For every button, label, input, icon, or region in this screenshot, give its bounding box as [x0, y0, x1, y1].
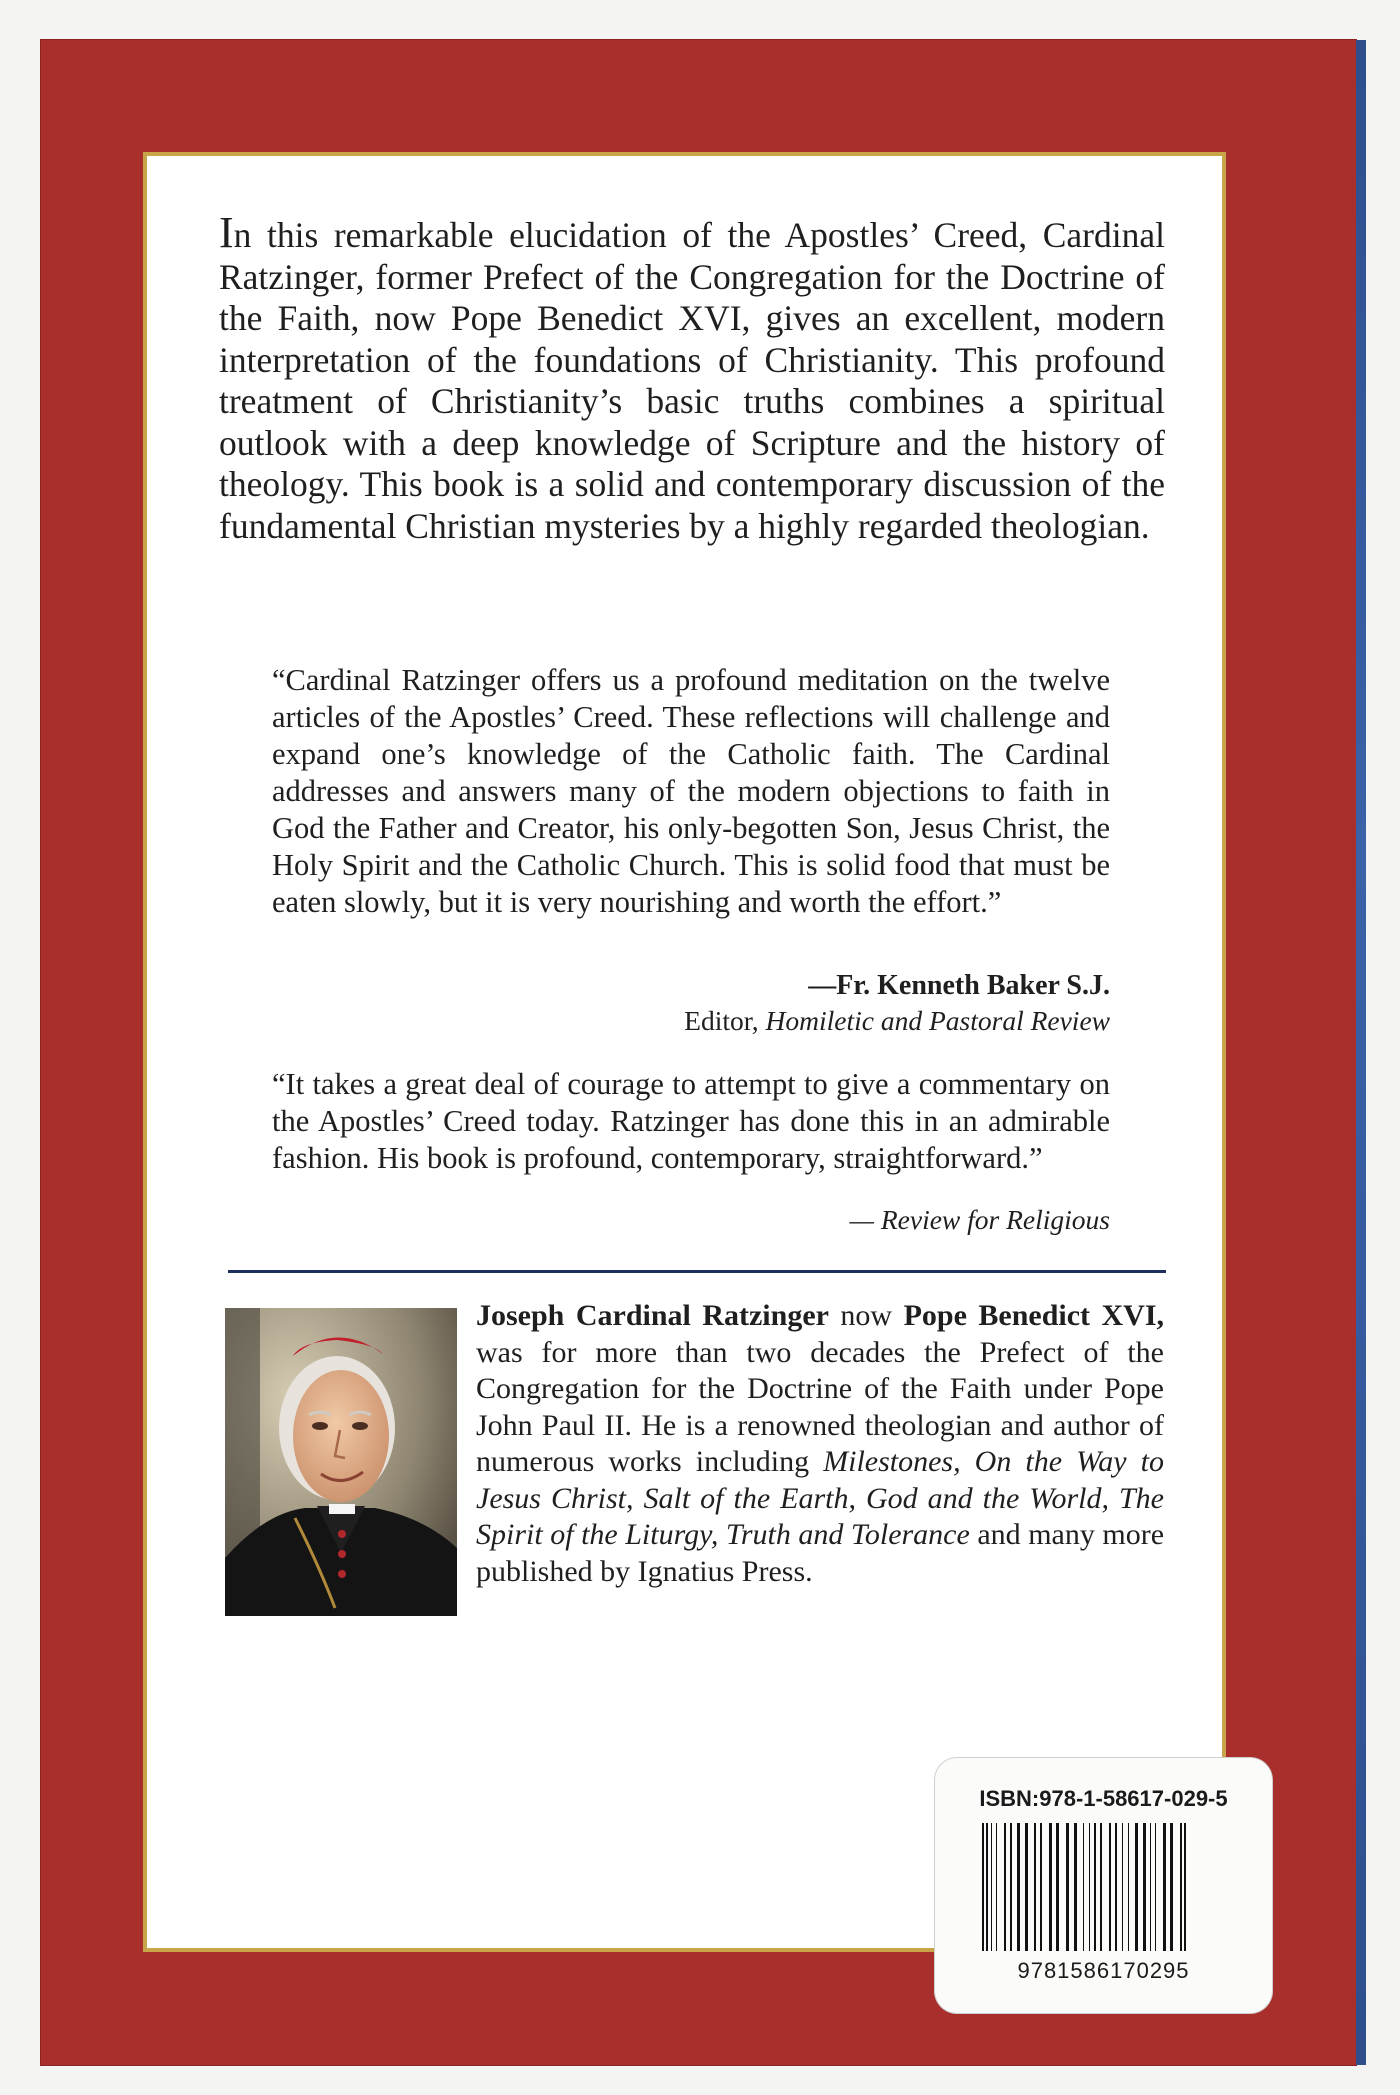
barcode-bar [1056, 1823, 1059, 1951]
review-1-role [410, 1003, 1110, 1039]
review-1-author: —Fr. Kenneth Baker S.J. [808, 970, 1110, 1001]
author-bio-ending: and many more published by Ignatius Press. [476, 1518, 1165, 1588]
barcode-bar [996, 1823, 997, 1951]
barcode-bar [1094, 1823, 1096, 1951]
barcode-bar [1083, 1823, 1084, 1951]
barcode-bar [1074, 1823, 1077, 1951]
review-2-source: — Review for Religious [849, 1204, 1110, 1235]
barcode-bar [1135, 1823, 1138, 1951]
barcode [980, 1823, 1230, 1951]
barcode-bar [1100, 1823, 1102, 1951]
barcode-bar [1004, 1823, 1006, 1951]
review-quote-1: “Cardinal Ratzinger offers us a profound meditation on the twelve articles of the Apostles’ Creed. These reflections will challenge and expand one’s knowledge of the Catholic faith. The Cardinal addresses and answers many of the modern objections to faith in God the Father and Creator, his only-begotten Son, Jesus Christ, the Holy Spirit and the Catholic Church. This is solid food that must be eaten slowly, but it is very nourishing and worth the effort.” [272, 663, 1110, 919]
barcode-bar [982, 1823, 984, 1951]
barcode-bar [1034, 1823, 1036, 1951]
author-name: Joseph Cardinal Ratzinger [476, 1299, 829, 1332]
barcode-bar [1017, 1823, 1020, 1951]
author-title: Pope Benedict XVI, [903, 1299, 1165, 1332]
author-bio-body: was for more than two decades the Prefect of the Congregation for the Doctrine of the Faith under Pope John Paul II. He is a renowned theologian and author of numerous works including [476, 1335, 1164, 1478]
barcode-bar [1109, 1823, 1111, 1951]
spine-edge [1356, 40, 1366, 2065]
barcode-bar [991, 1823, 992, 1951]
isbn-label: ISBN:978-1-58617-029-5 [979, 1786, 1228, 1811]
barcode-bar [1170, 1823, 1173, 1951]
review-1-publication: Homiletic and Pastoral Review [765, 1005, 1110, 1036]
barcode-bar [1180, 1823, 1182, 1951]
author-works: Milestones, On the Way to Jesus Christ, Salt of the Earth, God and the World, The Spirit of the Liturgy, Truth and Tolerance [476, 1445, 1164, 1551]
intro-text: n this remarkable elucidation of the Apostles’ Creed, Cardinal Ratzinger, former Prefect of the Congregation for the Doctrine of the Faith, now Pope Benedict XVI, gives an excellent, modern interpretation of the foundations of Christianity. This profound treatment of Christianity’s basic truths combines a spiritual outlook with a deep knowledge of Scripture and the history of theology. This book is a solid and contemporary discussion of the fundamental Christian mysteries by a highly regarded theologian. [219, 215, 1165, 546]
barcode-bar [986, 1823, 988, 1951]
barcode-bar [1163, 1823, 1166, 1951]
barcode-bar [1040, 1823, 1042, 1951]
barcode-bar [1025, 1823, 1028, 1951]
intro-initial: I [219, 208, 234, 257]
intro-paragraph [219, 208, 1165, 547]
author-bio [476, 1298, 1164, 1590]
barcode-bar [1066, 1823, 1069, 1951]
section-divider [228, 1270, 1166, 1273]
barcode-bar [1128, 1823, 1129, 1951]
barcode-bar [1184, 1823, 1186, 1951]
author-portrait [225, 1308, 457, 1616]
barcode-bar [1122, 1823, 1123, 1951]
isbn-sticker [935, 1758, 1272, 2013]
barcode-bar [1155, 1823, 1156, 1951]
barcode-bar [1143, 1823, 1146, 1951]
barcode-bar [1150, 1823, 1151, 1951]
barcode-bar [1010, 1823, 1012, 1951]
review-1-role-prefix: Editor, [684, 1005, 766, 1036]
barcode-bar [1049, 1823, 1052, 1951]
barcode-digits: 9781586170295 [1017, 1958, 1190, 1983]
author-bio-connector: now [828, 1299, 904, 1332]
author-portrait-illustration [225, 1308, 457, 1616]
review-quote-2: “It takes a great deal of courage to attempt to give a commentary on the Apostles’ Creed today. Ratzinger has done this in an admirable fashion. His book is profound, contemporary, straightforward.” [272, 1067, 1110, 1175]
barcode-bar [1089, 1823, 1090, 1951]
barcode-bar [1115, 1823, 1117, 1951]
